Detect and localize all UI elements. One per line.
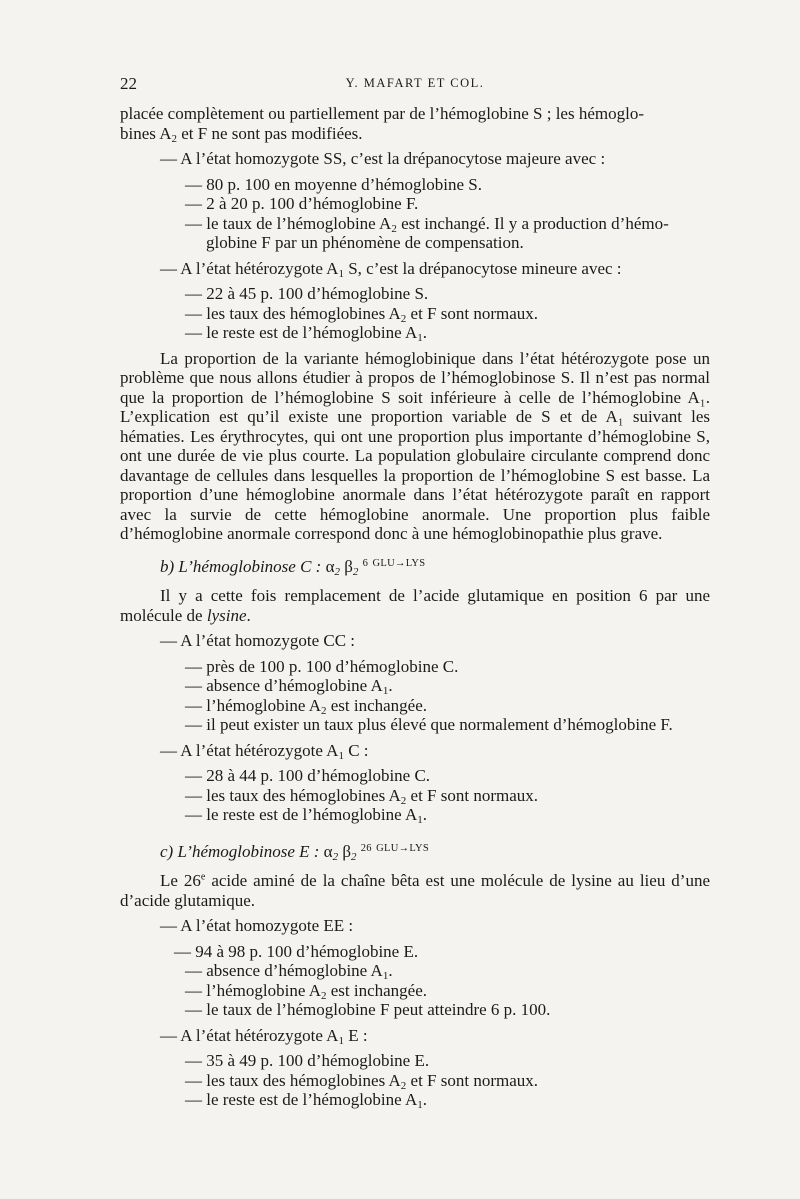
list-item: — A l’état homozygote EE : bbox=[160, 916, 354, 935]
list-item: — A l’état homozygote SS, c’est la drépanocytose majeure avec : bbox=[160, 149, 606, 168]
list-item: — 80 p. 100 en moyenne d’hémoglobine S. bbox=[185, 174, 482, 194]
list-item: — absence d’hémoglobine $A_1$. bbox=[185, 961, 393, 982]
list-item: — le taux de l’hémoglobine $A_2$ est inchangé. Il y a production d’hémo- bbox=[185, 213, 669, 235]
list-item: — l’hémoglobine $A_2$ est inchangée. bbox=[185, 980, 428, 1002]
page-header bbox=[120, 70, 710, 96]
list-item: — les taux des hémoglobines $A_2$ et F sont normaux. bbox=[185, 303, 539, 325]
list-item: — le reste est de l’hémoglobine $A_1$. bbox=[185, 1090, 428, 1111]
list-item: — il peut exister un taux plus élevé que normalement d’hémoglobine F. bbox=[185, 715, 673, 734]
list-item: — A l’état hétérozygote $A_1$ S, c’est la drépanocytose mineure avec : bbox=[160, 258, 622, 280]
list-item: — les taux des hémoglobines $A_2$ et F sont normaux. bbox=[185, 785, 539, 807]
page-number: 22 bbox=[120, 74, 137, 93]
list-item: — 2 à 20 p. 100 d’hémoglobine F. bbox=[185, 194, 419, 213]
list-item: — près de 100 p. 100 d’hémoglobine C. bbox=[185, 656, 459, 676]
list-item: — A l’état hétérozygote $A_1$ E : bbox=[160, 1025, 368, 1047]
running-title: Y. MAFART ET COL. bbox=[345, 76, 485, 90]
body-paragraph: Le 26e acide aminé de la chaîne bêta est une molécule de lysine au lieu d’une d’acide glutamique. bbox=[120, 871, 710, 910]
list-item: — le reste est de l’hémoglobine $A_1$. bbox=[185, 805, 428, 826]
list-item: — 28 à 44 p. 100 d’hémoglobine C. bbox=[185, 766, 431, 785]
list-item: — absence d’hémoglobine $A_1$. bbox=[185, 676, 393, 697]
list-item: — le taux de l’hémoglobine F peut atteindre 6 p. 100. bbox=[185, 1000, 551, 1019]
text-line: placée complètement ou partiellement par de l’hémoglobine S ; les hémoglo- bbox=[120, 104, 644, 123]
list-item: — le reste est de l’hémoglobine $A_1$. bbox=[185, 323, 428, 344]
list-item: — les taux des hémoglobines $A_2$ et F sont normaux. bbox=[185, 1070, 539, 1092]
page bbox=[120, 70, 710, 1110]
list-item: — A l’état hétérozygote $A_1$ C : bbox=[160, 740, 369, 762]
list-item: — 94 à 98 p. 100 d’hémoglobine E. bbox=[174, 941, 419, 961]
text-line: bines $A_2$ et F ne sont pas modifiées. bbox=[120, 123, 363, 145]
section-heading: b) L’hémoglobinose C : $\alpha_2$ $\beta_2$ $^6$ $^{GLU\to LYS}$ bbox=[160, 556, 426, 578]
body-paragraph: La proportion de la variante hémoglobinique dans l’état hétérozygote pose un problème que nous allons étudier à propos de l’hémoglobinose S. Il n’est pas normal que la proportion de l’hémoglobine S soit inférieure à celle de l’hémoglobine A₁. L’explication est qu’il existe une proportion variable de S et de A₁ suivant les hématies. Les érythrocytes, qui ont une proportion plus importante d’hémoglobine S, ont une durée de vie plus courte. La population globulaire circulante comprend donc davantage de cellules dans lesquelles la proportion de l’hémoglobine S est basse. La proportion d’une hémoglobine anormale dans l’état hétérozygote paraît en rapport avec la survie de cette hémoglobine anormale. Une proportion plus faible d’hémoglobine anormale correspond donc à une hémoglobinopathie plus grave. bbox=[120, 348, 710, 543]
list-item: globine F par un phénomène de compensation. bbox=[206, 233, 524, 252]
list-item: — l’hémoglobine $A_2$ est inchangée. bbox=[185, 695, 428, 717]
body-paragraph: Il y a cette fois remplacement de l’acide glutamique en position 6 par une molécule de lysine. bbox=[120, 586, 710, 625]
list-item: — A l’état homozygote CC : bbox=[160, 631, 356, 650]
list-item: — 22 à 45 p. 100 d’hémoglobine S. bbox=[185, 284, 429, 303]
section-heading: c) L’hémoglobinose E : $\alpha_2$ $\beta_2$ $^{26}$ $^{GLU\to LYS}$ bbox=[160, 841, 430, 863]
list-item: — 35 à 49 p. 100 d’hémoglobine E. bbox=[185, 1051, 430, 1070]
